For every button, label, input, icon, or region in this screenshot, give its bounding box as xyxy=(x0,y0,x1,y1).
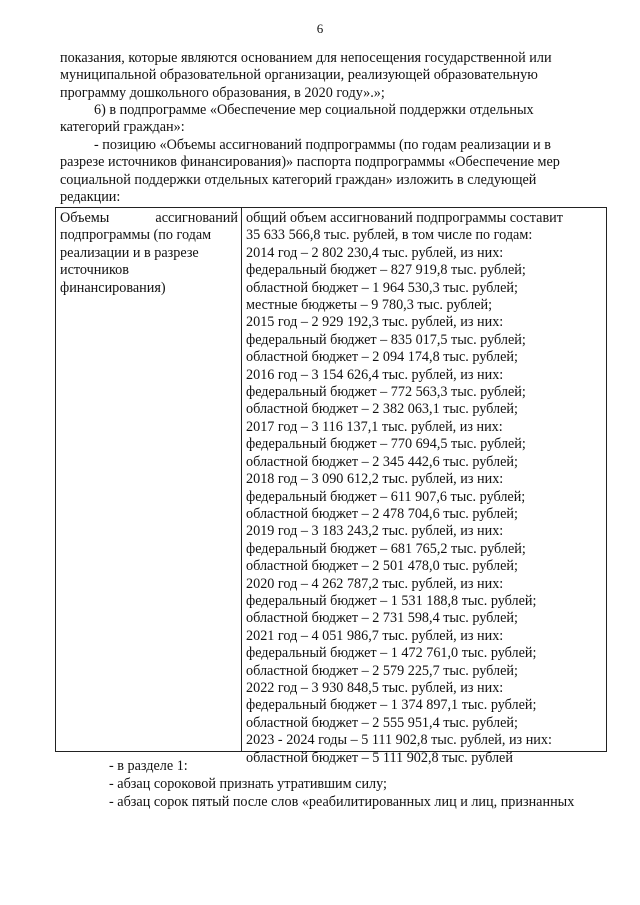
right-cell-line: местные бюджеты – 9 780,3 тыс. рублей; xyxy=(246,297,493,314)
right-cell-line: областной бюджет – 2 731 598,4 тыс. рублей; xyxy=(246,610,518,627)
right-cell-line: федеральный бюджет – 611 907,6 тыс. рублей; xyxy=(246,488,526,505)
table-left-cell xyxy=(56,208,242,751)
position-line: - позицию «Объемы ассигнований подпрограммы (по годам реализации и в xyxy=(94,137,551,153)
right-cell-line: областной бюджет – 2 555 951,4 тыс. рублей; xyxy=(246,714,518,731)
right-cell-line: 2023 - 2024 годы – 5 111 902,8 тыс. рублей, из них: xyxy=(246,732,552,749)
position-paragraph xyxy=(60,137,604,207)
right-cell-line: федеральный бюджет – 681 765,2 тыс. рублей; xyxy=(246,540,526,557)
right-cell-line: 2016 год – 3 154 626,4 тыс. рублей, из них: xyxy=(246,366,504,383)
right-cell-line: 2017 год – 3 116 137,1 тыс. рублей, из них: xyxy=(246,418,503,435)
page-number: 6 xyxy=(316,21,324,36)
right-cell-line: 2019 год – 3 183 243,2 тыс. рублей, из них: xyxy=(246,523,504,540)
left-cell-word: Объемы xyxy=(60,210,110,226)
intro-line: муниципальной образовательной организации, реализующей образовательную xyxy=(60,67,538,84)
position-line: разрезе источников финансирования)» паспорта подпрограммы «Обеспечение мер xyxy=(60,154,560,171)
right-cell-line: 2021 год – 4 051 986,7 тыс. рублей, из них: xyxy=(246,627,504,644)
right-cell-line: 35 633 566,8 тыс. рублей, в том числе по годам: xyxy=(246,227,533,244)
intro-line: программу дошкольного образования, в 2020 году».»; xyxy=(60,84,385,101)
item-6-line: категорий граждан»: xyxy=(60,119,185,136)
right-cell-line: 2020 год – 4 262 787,2 тыс. рублей, из них: xyxy=(246,575,504,592)
intro-line: показания, которые являются основанием для непосещения государственной или xyxy=(60,50,552,66)
position-line: социальной поддержки отдельных категорий граждан» изложить в следующей xyxy=(60,171,537,188)
right-cell-line: областной бюджет – 2 094 174,8 тыс. рублей; xyxy=(246,349,518,366)
bottom-line: - абзац сороковой признать утратившим силу; xyxy=(109,776,387,792)
right-cell-line: областной бюджет – 2 579 225,7 тыс. рублей; xyxy=(246,662,518,679)
right-cell-line: областной бюджет – 2 382 063,1 тыс. рублей; xyxy=(246,401,518,418)
right-cell-line: федеральный бюджет – 1 374 897,1 тыс. рублей; xyxy=(246,697,537,714)
left-cell-line: источников xyxy=(60,262,129,279)
right-cell-line: федеральный бюджет – 827 919,8 тыс. рублей; xyxy=(246,262,526,279)
right-cell-line: федеральный бюджет – 772 563,3 тыс. рублей; xyxy=(246,384,526,401)
right-cell-line: 2014 год – 2 802 230,4 тыс. рублей, из них: xyxy=(246,244,504,261)
left-cell-line: реализации и в разрезе xyxy=(60,244,199,261)
right-cell-line: федеральный бюджет – 1 472 761,0 тыс. рублей; xyxy=(246,645,537,662)
position-line: редакции: xyxy=(60,189,121,206)
right-cell-line: областной бюджет – 2 501 478,0 тыс. рублей; xyxy=(246,558,518,575)
right-cell-line: федеральный бюджет – 835 017,5 тыс. рублей; xyxy=(246,331,526,348)
bottom-line: - в разделе 1: xyxy=(109,758,188,774)
right-cell-line: областной бюджет – 5 111 902,8 тыс. рублей xyxy=(246,749,513,766)
right-cell-line: областной бюджет – 2 478 704,6 тыс. рублей; xyxy=(246,505,518,522)
right-cell-line: 2015 год – 2 929 192,3 тыс. рублей, из них: xyxy=(246,314,504,331)
left-cell-line xyxy=(60,210,238,227)
intro-paragraph xyxy=(60,50,604,102)
item-6-paragraph xyxy=(60,102,604,137)
right-cell-line: областной бюджет – 2 345 442,6 тыс. рублей; xyxy=(246,453,518,470)
right-cell-line: областной бюджет – 1 964 530,3 тыс. рублей; xyxy=(246,279,518,296)
left-cell-line: финансирования) xyxy=(60,279,166,296)
bottom-line: - абзац сорок пятый после слов «реабилитированных лиц и лиц, признанных xyxy=(109,794,575,810)
table-right-cell xyxy=(242,208,606,766)
left-cell-line: подпрограммы (по годам xyxy=(60,227,212,244)
item-6-line: 6) в подпрограмме «Обеспечение мер социальной поддержки отдельных xyxy=(94,102,534,118)
right-cell-line: 2018 год – 3 090 612,2 тыс. рублей, из них: xyxy=(246,471,504,488)
right-cell-line: 2022 год – 3 930 848,5 тыс. рублей, из них: xyxy=(246,679,504,696)
right-cell-line: федеральный бюджет – 1 531 188,8 тыс. рублей; xyxy=(246,592,537,609)
right-cell-line: общий объем ассигнований подпрограммы составит xyxy=(246,210,563,226)
left-cell-word: ассигнований xyxy=(155,210,238,226)
right-cell-line: федеральный бюджет – 770 694,5 тыс. рублей; xyxy=(246,436,526,453)
